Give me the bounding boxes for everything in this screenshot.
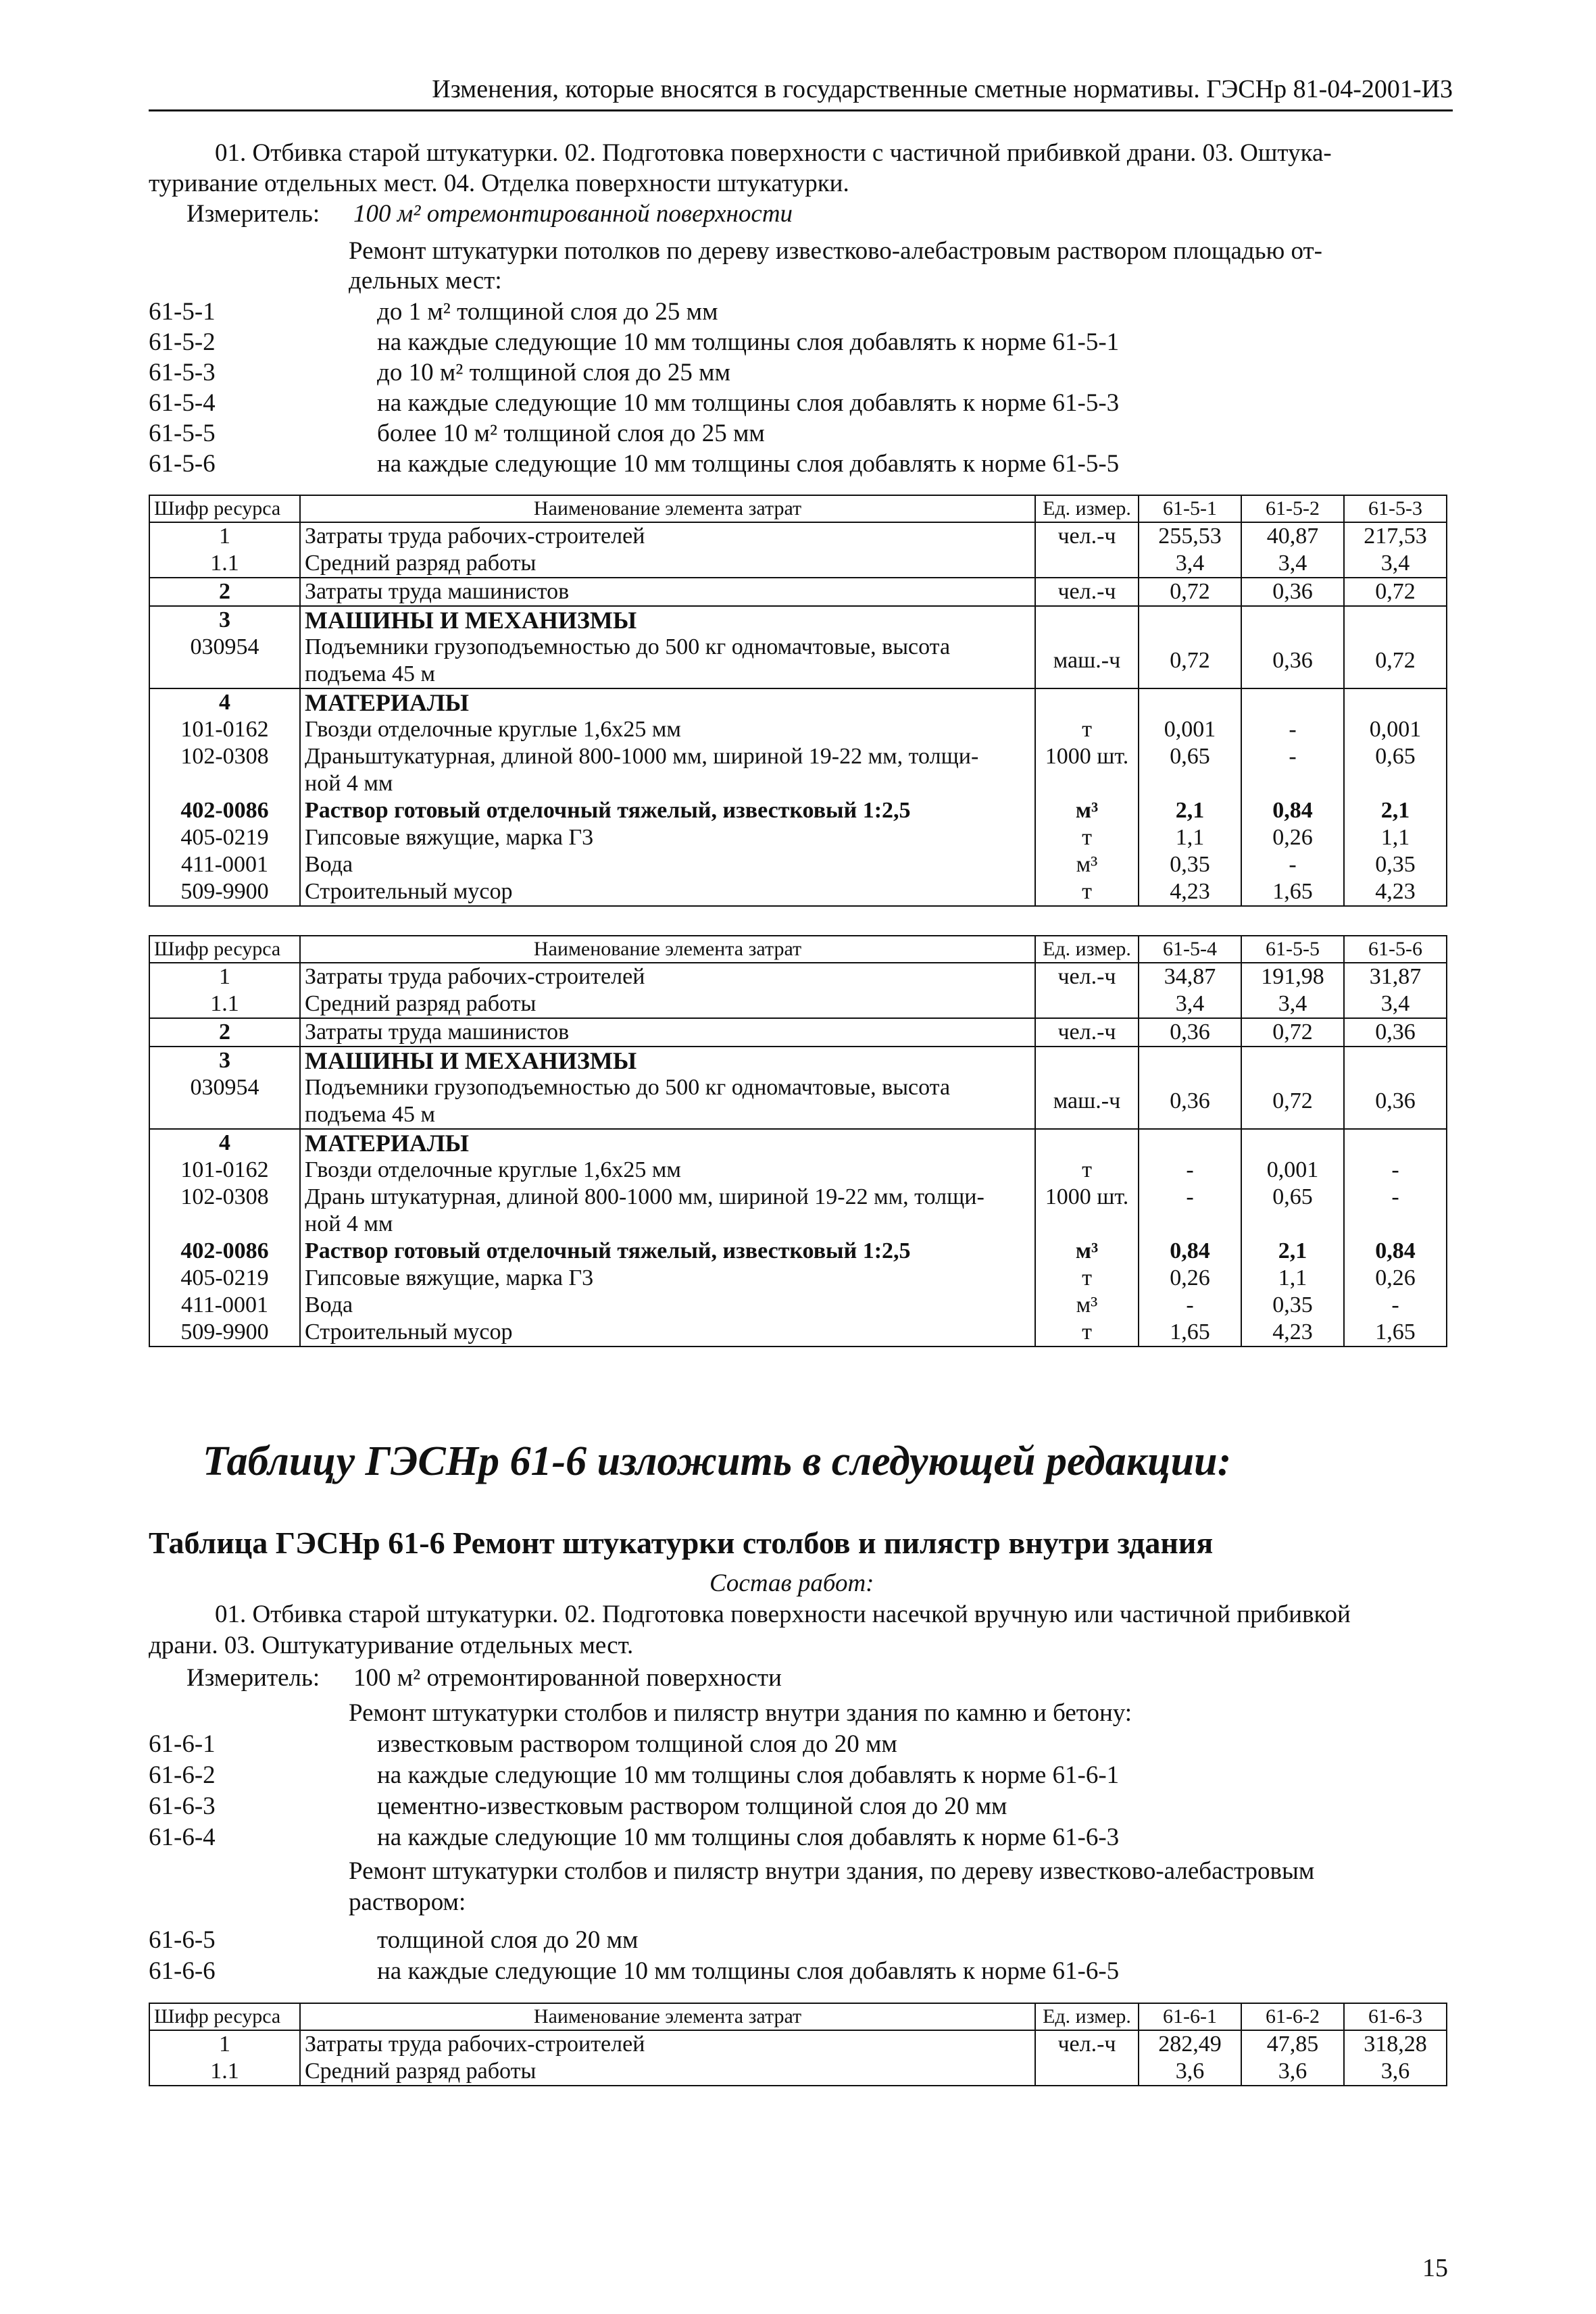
- resource-code: 411-0001: [149, 851, 300, 878]
- composition-heading: Состав работ:: [709, 1569, 874, 1597]
- resource-unit: 1000 шт.: [1035, 743, 1139, 797]
- resource-name: Вода: [300, 851, 1035, 878]
- edit-instruction-title: Таблицу ГЭСНр 61-6 изложить в следующей редакции:: [203, 1438, 1232, 1484]
- resource-name: [300, 743, 1035, 797]
- col-header-norm: 61-6-2: [1241, 2003, 1344, 2030]
- resource-value: -: [1344, 1157, 1447, 1184]
- norm-code: 61-6-5: [149, 1926, 216, 1954]
- work-composition-line: туривание отдельных мест. 04. Отделка поверхности штукатурки.: [149, 170, 849, 197]
- table-row: [149, 550, 1447, 578]
- resource-value: 4,23: [1139, 878, 1241, 906]
- table-row: [149, 878, 1447, 906]
- work-composition-line: драни. 03. Оштукатуривание отдельных мест.: [149, 1632, 634, 1659]
- table-row: [149, 2058, 1447, 2086]
- resource-value: 2,1: [1139, 797, 1241, 824]
- resource-value: 0,26: [1241, 824, 1344, 851]
- resource-value: 47,85: [1241, 2030, 1344, 2058]
- norm-description: на каждые следующие 10 мм толщины слоя добавлять к норме 61-6-1: [377, 1761, 1120, 1789]
- resource-value: 3,6: [1241, 2058, 1344, 2086]
- table-row: [149, 578, 1447, 606]
- col-header-unit: Ед. измер.: [1035, 936, 1139, 963]
- resource-value: 0,65: [1139, 743, 1241, 797]
- table-row: [149, 824, 1447, 851]
- resource-value: 255,53: [1139, 522, 1241, 550]
- norm-code: 61-6-1: [149, 1730, 216, 1758]
- resource-value: 0,36: [1344, 1074, 1447, 1129]
- norm-intro-line: Ремонт штукатурки потолков по дереву известково-алебастровым раствором площадью от-: [349, 237, 1322, 265]
- resource-unit: [1035, 550, 1139, 578]
- resource-value: 0,84: [1241, 797, 1344, 824]
- resource-unit: м³: [1035, 1292, 1139, 1319]
- norm-description: на каждые следующие 10 мм толщины слоя добавлять к норме 61-5-1: [377, 328, 1120, 356]
- col-header-code: Шифр ресурса: [149, 495, 300, 522]
- norm-code: 61-5-2: [149, 328, 216, 356]
- resource-name-line: Дрань штукатурная, длиной 800-1000 мм, шириной 19-22 мм, толщи-: [305, 1184, 984, 1209]
- resource-name: [300, 1184, 1035, 1238]
- col-header-code: Шифр ресурса: [149, 2003, 300, 2030]
- col-header-norm: 61-5-4: [1139, 936, 1241, 963]
- resource-value: 0,72: [1139, 634, 1241, 688]
- table-section-row: [149, 1047, 1447, 1074]
- table-header-row: [149, 2003, 1447, 2030]
- resource-value: 0,26: [1344, 1265, 1447, 1292]
- table-row: [149, 1319, 1447, 1347]
- resource-unit: т: [1035, 1157, 1139, 1184]
- table-section-row: [149, 688, 1447, 716]
- resource-table-61-6-1-3: [149, 2003, 1447, 2086]
- resource-value: 0,65: [1344, 743, 1447, 797]
- resource-code: 1: [149, 2030, 300, 2058]
- resource-name: Затраты труда рабочих-строителей: [300, 963, 1035, 990]
- resource-value: -: [1139, 1157, 1241, 1184]
- resource-name: [300, 634, 1035, 688]
- table-row: [149, 1018, 1447, 1047]
- resource-code: 402-0086: [149, 797, 300, 824]
- table-row: [149, 522, 1447, 550]
- resource-value: 34,87: [1139, 963, 1241, 990]
- resource-value: -: [1344, 1292, 1447, 1319]
- norm-intro-line: дельных мест:: [349, 267, 502, 295]
- resource-value: -: [1344, 1184, 1447, 1238]
- table-row: [149, 963, 1447, 990]
- resource-value: 3,4: [1139, 990, 1241, 1018]
- resource-code: 3: [149, 606, 300, 634]
- resource-value: 0,001: [1241, 1157, 1344, 1184]
- resource-table-61-5-4-6: [149, 935, 1447, 1347]
- resource-name: Раствор готовый отделочный тяжелый, известковый 1:2,5: [300, 1238, 1035, 1265]
- resource-value: 318,28: [1344, 2030, 1447, 2058]
- resource-value: 0,001: [1139, 716, 1241, 743]
- norm-description: более 10 м² толщиной слоя до 25 мм: [377, 420, 765, 447]
- resource-value: -: [1139, 1292, 1241, 1319]
- resource-name: Раствор готовый отделочный тяжелый, известковый 1:2,5: [300, 797, 1035, 824]
- resource-code: 4: [149, 688, 300, 716]
- resource-unit: м³: [1035, 851, 1139, 878]
- resource-value: 0,65: [1241, 1184, 1344, 1238]
- resource-unit: маш.-ч: [1035, 634, 1139, 688]
- resource-value: 282,49: [1139, 2030, 1241, 2058]
- meter-value: 100 м² отремонтированной поверхности: [353, 1664, 782, 1692]
- col-header-norm: 61-5-2: [1241, 495, 1344, 522]
- resource-value: 0,35: [1241, 1292, 1344, 1319]
- norm-intro-line: раствором:: [349, 1888, 466, 1916]
- table-row: [149, 2030, 1447, 2058]
- resource-value: 3,4: [1344, 550, 1447, 578]
- norm-description: на каждые следующие 10 мм толщины слоя добавлять к норме 61-6-5: [377, 1957, 1120, 1985]
- resource-unit: [1035, 990, 1139, 1018]
- resource-value: 1,1: [1139, 824, 1241, 851]
- resource-value: 2,1: [1241, 1238, 1344, 1265]
- norm-code: 61-6-2: [149, 1761, 216, 1789]
- resource-name: Затраты труда машинистов: [300, 1018, 1035, 1047]
- table-row: [149, 990, 1447, 1018]
- resource-value: 3,6: [1139, 2058, 1241, 2086]
- table-row: [149, 716, 1447, 743]
- resource-value: 3,4: [1241, 550, 1344, 578]
- resource-unit: чел.-ч: [1035, 963, 1139, 990]
- resource-name: Средний разряд работы: [300, 2058, 1035, 2086]
- resource-unit: чел.-ч: [1035, 522, 1139, 550]
- resource-code: 030954: [149, 1074, 300, 1129]
- col-header-norm: 61-5-5: [1241, 936, 1344, 963]
- work-composition-line: 01. Отбивка старой штукатурки. 02. Подготовка поверхности насечкой вручную или частичной прибивкой: [215, 1601, 1351, 1628]
- resource-value: -: [1139, 1184, 1241, 1238]
- table-row: [149, 1184, 1447, 1238]
- table-section-row: [149, 606, 1447, 634]
- resource-value: 0,36: [1241, 578, 1344, 606]
- table-row: [149, 1074, 1447, 1129]
- section-name: МАТЕРИАЛЫ: [300, 688, 1035, 716]
- resource-value: 217,53: [1344, 522, 1447, 550]
- resource-name: Строительный мусор: [300, 1319, 1035, 1347]
- norm-description: на каждые следующие 10 мм толщины слоя добавлять к норме 61-5-5: [377, 450, 1120, 478]
- norm-code: 61-5-1: [149, 298, 216, 326]
- resource-value: -: [1241, 851, 1344, 878]
- table-header-row: [149, 936, 1447, 963]
- resource-name: Средний разряд работы: [300, 550, 1035, 578]
- resource-code: 1.1: [149, 990, 300, 1018]
- resource-code: 101-0162: [149, 716, 300, 743]
- resource-value: 0,35: [1344, 851, 1447, 878]
- norm-description: известковым раствором толщиной слоя до 20 мм: [377, 1730, 897, 1758]
- table-row: [149, 797, 1447, 824]
- resource-code: 509-9900: [149, 1319, 300, 1347]
- col-header-norm: 61-6-1: [1139, 2003, 1241, 2030]
- resource-value: 0,36: [1139, 1018, 1241, 1047]
- resource-name: Гвозди отделочные круглые 1,6х25 мм: [300, 716, 1035, 743]
- meter-label: Измеритель:: [186, 1664, 320, 1692]
- resource-value: 0,72: [1241, 1018, 1344, 1047]
- resource-unit: 1000 шт.: [1035, 1184, 1139, 1238]
- resource-name: Вода: [300, 1292, 1035, 1319]
- resource-unit: м³: [1035, 1238, 1139, 1265]
- resource-value: 3,4: [1241, 990, 1344, 1018]
- resource-value: 1,1: [1344, 824, 1447, 851]
- resource-unit: м³: [1035, 797, 1139, 824]
- norm-description: до 1 м² толщиной слоя до 25 мм: [377, 298, 718, 326]
- resource-value: 1,65: [1241, 878, 1344, 906]
- resource-value: -: [1241, 743, 1344, 797]
- resource-code: 1: [149, 963, 300, 990]
- table-header-row: [149, 495, 1447, 522]
- norm-description: на каждые следующие 10 мм толщины слоя добавлять к норме 61-5-3: [377, 389, 1120, 417]
- norm-code: 61-6-6: [149, 1957, 216, 1985]
- resource-code: 102-0308: [149, 1184, 300, 1238]
- page-number: 15: [1422, 2254, 1448, 2282]
- resource-name-line: ной 4 мм: [305, 771, 393, 796]
- resource-value: 3,6: [1344, 2058, 1447, 2086]
- norm-code: 61-5-4: [149, 389, 216, 417]
- resource-value: 0,36: [1241, 634, 1344, 688]
- norm-description: на каждые следующие 10 мм толщины слоя добавлять к норме 61-6-3: [377, 1823, 1120, 1851]
- resource-name: Затраты труда машинистов: [300, 578, 1035, 606]
- resource-code: 2: [149, 1018, 300, 1047]
- resource-value: 0,72: [1139, 578, 1241, 606]
- resource-value: 2,1: [1344, 797, 1447, 824]
- col-header-unit: Ед. измер.: [1035, 495, 1139, 522]
- col-header-norm: 61-6-3: [1344, 2003, 1447, 2030]
- resource-unit: т: [1035, 1265, 1139, 1292]
- resource-value: 0,36: [1139, 1074, 1241, 1129]
- resource-value: 1,65: [1344, 1319, 1447, 1347]
- col-header-norm: 61-5-6: [1344, 936, 1447, 963]
- running-header-text: Изменения, которые вносятся в государственные сметные нормативы. ГЭСНр 81-04-2001-И3: [432, 75, 1453, 103]
- section-name: МАТЕРИАЛЫ: [300, 1129, 1035, 1157]
- resource-value: 0,72: [1344, 578, 1447, 606]
- resource-name: Средний разряд работы: [300, 990, 1035, 1018]
- resource-code: 101-0162: [149, 1157, 300, 1184]
- resource-name: Строительный мусор: [300, 878, 1035, 906]
- resource-code: 509-9900: [149, 878, 300, 906]
- resource-name: [300, 1074, 1035, 1129]
- resource-name: Затраты труда рабочих-строителей: [300, 2030, 1035, 2058]
- resource-code: 3: [149, 1047, 300, 1074]
- resource-value: 3,4: [1139, 550, 1241, 578]
- resource-value: 0,72: [1344, 634, 1447, 688]
- resource-name: Затраты труда рабочих-строителей: [300, 522, 1035, 550]
- resource-value: 31,87: [1344, 963, 1447, 990]
- resource-name: Гвозди отделочные круглые 1,6х25 мм: [300, 1157, 1035, 1184]
- section-name: МАШИНЫ И МЕХАНИЗМЫ: [300, 606, 1035, 634]
- table-row: [149, 743, 1447, 797]
- norm-intro-line: Ремонт штукатурки столбов и пилястр внутри здания по камню и бетону:: [349, 1699, 1132, 1727]
- resource-code: 1: [149, 522, 300, 550]
- resource-name: Гипсовые вяжущие, марка Г3: [300, 1265, 1035, 1292]
- resource-unit: т: [1035, 878, 1139, 906]
- table-row: [149, 1157, 1447, 1184]
- norm-description: толщиной слоя до 20 мм: [377, 1926, 639, 1954]
- resource-value: 0,26: [1139, 1265, 1241, 1292]
- table-row: [149, 1265, 1447, 1292]
- resource-unit: чел.-ч: [1035, 2030, 1139, 2058]
- resource-code: 411-0001: [149, 1292, 300, 1319]
- table-row: [149, 634, 1447, 688]
- resource-unit: чел.-ч: [1035, 578, 1139, 606]
- resource-unit: т: [1035, 716, 1139, 743]
- table-title: Таблица ГЭСНр 61-6 Ремонт штукатурки столбов и пилястр внутри здания: [149, 1526, 1214, 1560]
- norm-code: 61-5-3: [149, 359, 216, 386]
- resource-value: 0,36: [1344, 1018, 1447, 1047]
- resource-unit: т: [1035, 824, 1139, 851]
- table-row: [149, 1292, 1447, 1319]
- resource-code: 4: [149, 1129, 300, 1157]
- resource-value: -: [1241, 716, 1344, 743]
- resource-code: 102-0308: [149, 743, 300, 797]
- col-header-name: Наименование элемента затрат: [300, 936, 1035, 963]
- resource-code: 030954: [149, 634, 300, 688]
- resource-code: 405-0219: [149, 824, 300, 851]
- resource-name-line: Подъемники грузоподъемностью до 500 кг одномачтовые, высота: [305, 1075, 951, 1100]
- col-header-unit: Ед. измер.: [1035, 2003, 1139, 2030]
- work-composition-line: 01. Отбивка старой штукатурки. 02. Подготовка поверхности с частичной прибивкой драни. 03. Оштука-: [215, 139, 1332, 167]
- resource-code: 1.1: [149, 550, 300, 578]
- resource-value: 4,23: [1344, 878, 1447, 906]
- resource-value: 1,65: [1139, 1319, 1241, 1347]
- col-header-norm: 61-5-1: [1139, 495, 1241, 522]
- resource-value: 191,98: [1241, 963, 1344, 990]
- col-header-name: Наименование элемента затрат: [300, 495, 1035, 522]
- resource-code: 1.1: [149, 2058, 300, 2086]
- norm-intro-line: Ремонт штукатурки столбов и пилястр внутри здания, по дереву известково-алебастровым: [349, 1857, 1315, 1885]
- resource-name: Гипсовые вяжущие, марка Г3: [300, 824, 1035, 851]
- meter-value: 100 м² отремонтированной поверхности: [353, 200, 793, 228]
- table-row: [149, 851, 1447, 878]
- resource-code: 2: [149, 578, 300, 606]
- resource-unit: т: [1035, 1319, 1139, 1347]
- norm-code: 61-6-3: [149, 1792, 216, 1820]
- resource-code: 405-0219: [149, 1265, 300, 1292]
- resource-unit: [1035, 2058, 1139, 2086]
- resource-code: 402-0086: [149, 1238, 300, 1265]
- resource-name-line: Драньштукатурная, длиной 800-1000 мм, шириной 19-22 мм, толщи-: [305, 744, 979, 769]
- norm-code: 61-5-6: [149, 450, 216, 478]
- col-header-name: Наименование элемента затрат: [300, 2003, 1035, 2030]
- table-row: [149, 1238, 1447, 1265]
- resource-name-line: подъема 45 м: [305, 661, 436, 686]
- norm-code: 61-5-5: [149, 420, 216, 447]
- resource-value: 0,001: [1344, 716, 1447, 743]
- norm-description: цементно-известковым раствором толщиной слоя до 20 мм: [377, 1792, 1007, 1820]
- meter-label: Измеритель:: [186, 200, 320, 228]
- resource-value: 4,23: [1241, 1319, 1344, 1347]
- resource-value: 0,84: [1344, 1238, 1447, 1265]
- norm-description: до 10 м² толщиной слоя до 25 мм: [377, 359, 730, 386]
- resource-unit: чел.-ч: [1035, 1018, 1139, 1047]
- section-name: МАШИНЫ И МЕХАНИЗМЫ: [300, 1047, 1035, 1074]
- resource-value: 0,84: [1139, 1238, 1241, 1265]
- resource-name-line: подъема 45 м: [305, 1102, 436, 1127]
- resource-name-line: Подъемники грузоподъемностью до 500 кг одномачтовые, высота: [305, 634, 951, 659]
- resource-value: 40,87: [1241, 522, 1344, 550]
- running-header: [149, 70, 1453, 111]
- col-header-norm: 61-5-3: [1344, 495, 1447, 522]
- resource-name-line: ной 4 мм: [305, 1211, 393, 1236]
- table-section-row: [149, 1129, 1447, 1157]
- resource-value: 0,35: [1139, 851, 1241, 878]
- col-header-code: Шифр ресурса: [149, 936, 300, 963]
- resource-table-61-5-1-3: [149, 495, 1447, 907]
- norm-code: 61-6-4: [149, 1823, 216, 1851]
- resource-value: 3,4: [1344, 990, 1447, 1018]
- resource-value: 1,1: [1241, 1265, 1344, 1292]
- resource-value: 0,72: [1241, 1074, 1344, 1129]
- resource-unit: маш.-ч: [1035, 1074, 1139, 1129]
